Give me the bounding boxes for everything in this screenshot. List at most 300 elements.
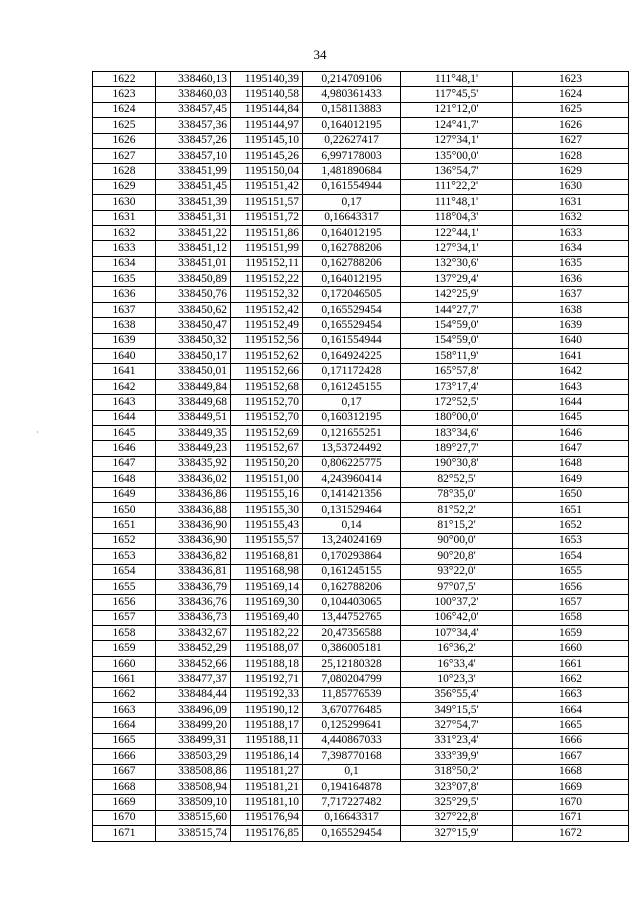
direction-angle-cell: 180°00,0'	[401, 410, 513, 425]
table-row	[93, 133, 629, 148]
next-point-cell: 1669	[513, 779, 629, 794]
next-point-cell: 1668	[513, 764, 629, 779]
x-coordinate-cell: 338436,82	[156, 549, 231, 564]
next-point-cell: 1637	[513, 287, 629, 302]
direction-angle-cell: 327°22,8'	[401, 810, 513, 825]
x-coordinate-cell: 338451,45	[156, 179, 231, 194]
next-point-cell: 1654	[513, 549, 629, 564]
x-coordinate-cell: 338449,23	[156, 441, 231, 456]
table-row	[93, 533, 629, 548]
direction-angle-cell: 154°59,0'	[401, 318, 513, 333]
y-coordinate-cell: 1195169,14	[231, 579, 303, 594]
table-row	[93, 502, 629, 517]
distance-cell: 0,16643317	[303, 810, 401, 825]
y-coordinate-cell: 1195145,10	[231, 133, 303, 148]
next-point-cell: 1642	[513, 364, 629, 379]
next-point-cell: 1630	[513, 179, 629, 194]
distance-cell: 0,165529454	[303, 826, 401, 841]
x-coordinate-cell: 338436,73	[156, 610, 231, 625]
y-coordinate-cell: 1195152,56	[231, 333, 303, 348]
y-coordinate-cell: 1195152,32	[231, 287, 303, 302]
next-point-cell: 1649	[513, 472, 629, 487]
x-coordinate-cell: 338450,32	[156, 333, 231, 348]
table-row	[93, 302, 629, 317]
distance-cell: 7,080204799	[303, 672, 401, 687]
x-coordinate-cell: 338450,62	[156, 302, 231, 317]
table-row	[93, 672, 629, 687]
distance-cell: 0,161554944	[303, 179, 401, 194]
table-row	[93, 626, 629, 641]
next-point-cell: 1644	[513, 395, 629, 410]
y-coordinate-cell: 1195176,85	[231, 826, 303, 841]
table-row	[93, 102, 629, 117]
y-coordinate-cell: 1195168,98	[231, 564, 303, 579]
x-coordinate-cell: 338451,01	[156, 256, 231, 271]
y-coordinate-cell: 1195188,17	[231, 718, 303, 733]
direction-angle-cell: 111°48,1'	[401, 195, 513, 210]
next-point-cell: 1665	[513, 718, 629, 733]
direction-angle-cell: 97°07,5'	[401, 579, 513, 594]
direction-angle-cell: 122°44,1'	[401, 225, 513, 240]
distance-cell: 20,47356588	[303, 626, 401, 641]
x-coordinate-cell: 338450,17	[156, 349, 231, 364]
y-coordinate-cell: 1195168,81	[231, 549, 303, 564]
direction-angle-cell: 132°30,6'	[401, 256, 513, 271]
y-coordinate-cell: 1195169,30	[231, 595, 303, 610]
table-row	[93, 72, 629, 87]
direction-angle-cell: 82°52,5'	[401, 472, 513, 487]
next-point-cell: 1660	[513, 641, 629, 656]
next-point-cell: 1629	[513, 164, 629, 179]
y-coordinate-cell: 1195144,97	[231, 118, 303, 133]
point-number-cell: 1628	[93, 164, 156, 179]
y-coordinate-cell: 1195151,86	[231, 225, 303, 240]
table-row	[93, 210, 629, 225]
y-coordinate-cell: 1195192,33	[231, 687, 303, 702]
distance-cell: 7,717227482	[303, 795, 401, 810]
y-coordinate-cell: 1195152,70	[231, 395, 303, 410]
next-point-cell: 1639	[513, 318, 629, 333]
direction-angle-cell: 117°45,5'	[401, 87, 513, 102]
direction-angle-cell: 93°22,0'	[401, 564, 513, 579]
direction-angle-cell: 135°00,0'	[401, 148, 513, 163]
point-number-cell: 1671	[93, 826, 156, 841]
y-coordinate-cell: 1195152,69	[231, 425, 303, 440]
next-point-cell: 1667	[513, 749, 629, 764]
direction-angle-cell: 136°54,7'	[401, 164, 513, 179]
next-point-cell: 1628	[513, 148, 629, 163]
direction-angle-cell: 100°37,2'	[401, 595, 513, 610]
y-coordinate-cell: 1195151,72	[231, 210, 303, 225]
distance-cell: 4,243960414	[303, 472, 401, 487]
direction-angle-cell: 333°39,9'	[401, 749, 513, 764]
table-row	[93, 410, 629, 425]
direction-angle-cell: 154°59,0'	[401, 333, 513, 348]
next-point-cell: 1670	[513, 795, 629, 810]
x-coordinate-cell: 338452,29	[156, 641, 231, 656]
distance-cell: 6,997178003	[303, 148, 401, 163]
direction-angle-cell: 106°42,0'	[401, 610, 513, 625]
point-number-cell: 1662	[93, 687, 156, 702]
direction-angle-cell: 90°20,8'	[401, 549, 513, 564]
direction-angle-cell: 127°34,1'	[401, 133, 513, 148]
next-point-cell: 1641	[513, 349, 629, 364]
x-coordinate-cell: 338449,68	[156, 395, 231, 410]
point-number-cell: 1626	[93, 133, 156, 148]
y-coordinate-cell: 1195169,40	[231, 610, 303, 625]
direction-angle-cell: 111°22,2'	[401, 179, 513, 194]
x-coordinate-cell: 338503,29	[156, 749, 231, 764]
direction-angle-cell: 318°50,2'	[401, 764, 513, 779]
x-coordinate-cell: 338508,86	[156, 764, 231, 779]
y-coordinate-cell: 1195181,27	[231, 764, 303, 779]
x-coordinate-cell: 338508,94	[156, 779, 231, 794]
table-row	[93, 610, 629, 625]
table-row	[93, 425, 629, 440]
direction-angle-cell: 325°29,5'	[401, 795, 513, 810]
x-coordinate-cell: 338436,90	[156, 518, 231, 533]
next-point-cell: 1664	[513, 703, 629, 718]
table-row	[93, 195, 629, 210]
distance-cell: 25,12180328	[303, 656, 401, 671]
y-coordinate-cell: 1195151,00	[231, 472, 303, 487]
point-number-cell: 1635	[93, 272, 156, 287]
coordinates-table-body	[93, 72, 629, 842]
point-number-cell: 1640	[93, 349, 156, 364]
table-row	[93, 641, 629, 656]
x-coordinate-cell: 338436,86	[156, 487, 231, 502]
point-number-cell: 1660	[93, 656, 156, 671]
x-coordinate-cell: 338450,76	[156, 287, 231, 302]
x-coordinate-cell: 338515,60	[156, 810, 231, 825]
distance-cell: 7,398770168	[303, 749, 401, 764]
distance-cell: 0,214709106	[303, 72, 401, 87]
point-number-cell: 1670	[93, 810, 156, 825]
margin-mark: ·	[36, 428, 39, 437]
direction-angle-cell: 189°27,7'	[401, 441, 513, 456]
direction-angle-cell: 90°00,0'	[401, 533, 513, 548]
table-row	[93, 656, 629, 671]
y-coordinate-cell: 1195144,84	[231, 102, 303, 117]
distance-cell: 0,17	[303, 195, 401, 210]
x-coordinate-cell: 338436,02	[156, 472, 231, 487]
table-row	[93, 179, 629, 194]
x-coordinate-cell: 338451,22	[156, 225, 231, 240]
x-coordinate-cell: 338432,67	[156, 626, 231, 641]
point-number-cell: 1634	[93, 256, 156, 271]
y-coordinate-cell: 1195182,22	[231, 626, 303, 641]
y-coordinate-cell: 1195186,14	[231, 749, 303, 764]
x-coordinate-cell: 338436,88	[156, 502, 231, 517]
direction-angle-cell: 81°52,2'	[401, 502, 513, 517]
x-coordinate-cell: 338499,31	[156, 733, 231, 748]
next-point-cell: 1652	[513, 518, 629, 533]
next-point-cell: 1631	[513, 195, 629, 210]
table-row	[93, 795, 629, 810]
x-coordinate-cell: 338484,44	[156, 687, 231, 702]
point-number-cell: 1649	[93, 487, 156, 502]
distance-cell: 0,194164878	[303, 779, 401, 794]
point-number-cell: 1637	[93, 302, 156, 317]
x-coordinate-cell: 338451,12	[156, 241, 231, 256]
x-coordinate-cell: 338436,76	[156, 595, 231, 610]
next-point-cell: 1672	[513, 826, 629, 841]
y-coordinate-cell: 1195188,18	[231, 656, 303, 671]
x-coordinate-cell: 338457,36	[156, 118, 231, 133]
table-row	[93, 779, 629, 794]
distance-cell: 0,17	[303, 395, 401, 410]
point-number-cell: 1666	[93, 749, 156, 764]
table-row	[93, 703, 629, 718]
y-coordinate-cell: 1195190,12	[231, 703, 303, 718]
x-coordinate-cell: 338451,99	[156, 164, 231, 179]
x-coordinate-cell: 338509,10	[156, 795, 231, 810]
table-row	[93, 364, 629, 379]
table-row	[93, 318, 629, 333]
x-coordinate-cell: 338460,03	[156, 87, 231, 102]
distance-cell: 13,44752765	[303, 610, 401, 625]
table-row	[93, 733, 629, 748]
table-row	[93, 441, 629, 456]
table-row	[93, 518, 629, 533]
distance-cell: 0,162788206	[303, 579, 401, 594]
y-coordinate-cell: 1195192,71	[231, 672, 303, 687]
point-number-cell: 1647	[93, 456, 156, 471]
table-row	[93, 87, 629, 102]
direction-angle-cell: 173°17,4'	[401, 379, 513, 394]
distance-cell: 0,121655251	[303, 425, 401, 440]
direction-angle-cell: 183°34,6'	[401, 425, 513, 440]
next-point-cell: 1647	[513, 441, 629, 456]
next-point-cell: 1663	[513, 687, 629, 702]
y-coordinate-cell: 1195152,22	[231, 272, 303, 287]
next-point-cell: 1626	[513, 118, 629, 133]
point-number-cell: 1652	[93, 533, 156, 548]
x-coordinate-cell: 338449,84	[156, 379, 231, 394]
next-point-cell: 1623	[513, 72, 629, 87]
table-row	[93, 148, 629, 163]
table-row	[93, 225, 629, 240]
table-row	[93, 579, 629, 594]
point-number-cell: 1644	[93, 410, 156, 425]
distance-cell: 0,164012195	[303, 225, 401, 240]
direction-angle-cell: 327°54,7'	[401, 718, 513, 733]
x-coordinate-cell: 338436,90	[156, 533, 231, 548]
next-point-cell: 1646	[513, 425, 629, 440]
y-coordinate-cell: 1195155,16	[231, 487, 303, 502]
next-point-cell: 1638	[513, 302, 629, 317]
point-number-cell: 1625	[93, 118, 156, 133]
y-coordinate-cell: 1195145,26	[231, 148, 303, 163]
next-point-cell: 1671	[513, 810, 629, 825]
table-row	[93, 287, 629, 302]
point-number-cell: 1657	[93, 610, 156, 625]
distance-cell: 0,806225775	[303, 456, 401, 471]
distance-cell: 0,161245155	[303, 564, 401, 579]
y-coordinate-cell: 1195181,10	[231, 795, 303, 810]
point-number-cell: 1648	[93, 472, 156, 487]
direction-angle-cell: 127°34,1'	[401, 241, 513, 256]
table-row	[93, 256, 629, 271]
direction-angle-cell: 118°04,3'	[401, 210, 513, 225]
distance-cell: 0,158113883	[303, 102, 401, 117]
y-coordinate-cell: 1195140,58	[231, 87, 303, 102]
x-coordinate-cell: 338457,26	[156, 133, 231, 148]
distance-cell: 0,1	[303, 764, 401, 779]
y-coordinate-cell: 1195155,43	[231, 518, 303, 533]
table-row	[93, 379, 629, 394]
distance-cell: 0,162788206	[303, 241, 401, 256]
point-number-cell: 1643	[93, 395, 156, 410]
distance-cell: 0,161245155	[303, 379, 401, 394]
table-row	[93, 749, 629, 764]
y-coordinate-cell: 1195140,39	[231, 72, 303, 87]
x-coordinate-cell: 338515,74	[156, 826, 231, 841]
point-number-cell: 1642	[93, 379, 156, 394]
y-coordinate-cell: 1195155,30	[231, 502, 303, 517]
next-point-cell: 1643	[513, 379, 629, 394]
point-number-cell: 1622	[93, 72, 156, 87]
table-row	[93, 333, 629, 348]
table-row	[93, 241, 629, 256]
direction-angle-cell: 107°34,4'	[401, 626, 513, 641]
direction-angle-cell: 165°57,8'	[401, 364, 513, 379]
point-number-cell: 1661	[93, 672, 156, 687]
next-point-cell: 1657	[513, 595, 629, 610]
y-coordinate-cell: 1195152,67	[231, 441, 303, 456]
table-row	[93, 595, 629, 610]
point-number-cell: 1630	[93, 195, 156, 210]
distance-cell: 0,172046505	[303, 287, 401, 302]
next-point-cell: 1627	[513, 133, 629, 148]
table-row	[93, 549, 629, 564]
table-row	[93, 164, 629, 179]
x-coordinate-cell: 338457,10	[156, 148, 231, 163]
x-coordinate-cell: 338450,89	[156, 272, 231, 287]
next-point-cell: 1661	[513, 656, 629, 671]
y-coordinate-cell: 1195152,62	[231, 349, 303, 364]
point-number-cell: 1646	[93, 441, 156, 456]
direction-angle-cell: 190°30,8'	[401, 456, 513, 471]
next-point-cell: 1656	[513, 579, 629, 594]
direction-angle-cell: 327°15,9'	[401, 826, 513, 841]
point-number-cell: 1633	[93, 241, 156, 256]
y-coordinate-cell: 1195155,57	[231, 533, 303, 548]
table-row	[93, 564, 629, 579]
x-coordinate-cell: 338450,01	[156, 364, 231, 379]
table-row	[93, 764, 629, 779]
distance-cell: 4,980361433	[303, 87, 401, 102]
y-coordinate-cell: 1195151,57	[231, 195, 303, 210]
next-point-cell: 1624	[513, 87, 629, 102]
distance-cell: 0,104403065	[303, 595, 401, 610]
x-coordinate-cell: 338451,31	[156, 210, 231, 225]
distance-cell: 0,162788206	[303, 256, 401, 271]
next-point-cell: 1632	[513, 210, 629, 225]
y-coordinate-cell: 1195152,68	[231, 379, 303, 394]
point-number-cell: 1658	[93, 626, 156, 641]
point-number-cell: 1654	[93, 564, 156, 579]
distance-cell: 0,164012195	[303, 118, 401, 133]
y-coordinate-cell: 1195152,70	[231, 410, 303, 425]
y-coordinate-cell: 1195150,04	[231, 164, 303, 179]
x-coordinate-cell: 338450,47	[156, 318, 231, 333]
distance-cell: 0,165529454	[303, 302, 401, 317]
direction-angle-cell: 356°55,4'	[401, 687, 513, 702]
next-point-cell: 1651	[513, 502, 629, 517]
next-point-cell: 1645	[513, 410, 629, 425]
table-row	[93, 810, 629, 825]
table-row	[93, 487, 629, 502]
point-number-cell: 1636	[93, 287, 156, 302]
y-coordinate-cell: 1195152,49	[231, 318, 303, 333]
distance-cell: 0,22627417	[303, 133, 401, 148]
point-number-cell: 1667	[93, 764, 156, 779]
y-coordinate-cell: 1195152,11	[231, 256, 303, 271]
table-row	[93, 718, 629, 733]
distance-cell: 3,670776485	[303, 703, 401, 718]
x-coordinate-cell: 338435,92	[156, 456, 231, 471]
direction-angle-cell: 158°11,9'	[401, 349, 513, 364]
next-point-cell: 1650	[513, 487, 629, 502]
x-coordinate-cell: 338449,51	[156, 410, 231, 425]
point-number-cell: 1627	[93, 148, 156, 163]
next-point-cell: 1634	[513, 241, 629, 256]
next-point-cell: 1662	[513, 672, 629, 687]
distance-cell: 1,481890684	[303, 164, 401, 179]
point-number-cell: 1656	[93, 595, 156, 610]
direction-angle-cell: 111°48,1'	[401, 72, 513, 87]
direction-angle-cell: 142°25,9'	[401, 287, 513, 302]
table-row	[93, 395, 629, 410]
direction-angle-cell: 16°33,4'	[401, 656, 513, 671]
direction-angle-cell: 349°15,5'	[401, 703, 513, 718]
table-row	[93, 687, 629, 702]
y-coordinate-cell: 1195176,94	[231, 810, 303, 825]
direction-angle-cell: 323°07,8'	[401, 779, 513, 794]
next-point-cell: 1648	[513, 456, 629, 471]
page-number: 34	[313, 47, 327, 62]
distance-cell: 0,131529464	[303, 502, 401, 517]
point-number-cell: 1650	[93, 502, 156, 517]
distance-cell: 0,171172428	[303, 364, 401, 379]
distance-cell: 0,161554944	[303, 333, 401, 348]
x-coordinate-cell: 338451,39	[156, 195, 231, 210]
next-point-cell: 1633	[513, 225, 629, 240]
coordinates-table	[92, 71, 629, 842]
x-coordinate-cell: 338460,13	[156, 72, 231, 87]
point-number-cell: 1655	[93, 579, 156, 594]
distance-cell: 4,440867033	[303, 733, 401, 748]
x-coordinate-cell: 338457,45	[156, 102, 231, 117]
direction-angle-cell: 124°41,7'	[401, 118, 513, 133]
point-number-cell: 1669	[93, 795, 156, 810]
next-point-cell: 1655	[513, 564, 629, 579]
x-coordinate-cell: 338499,20	[156, 718, 231, 733]
x-coordinate-cell: 338496,09	[156, 703, 231, 718]
y-coordinate-cell: 1195152,66	[231, 364, 303, 379]
point-number-cell: 1639	[93, 333, 156, 348]
distance-cell: 13,24024169	[303, 533, 401, 548]
distance-cell: 13,53724492	[303, 441, 401, 456]
point-number-cell: 1663	[93, 703, 156, 718]
distance-cell: 0,16643317	[303, 210, 401, 225]
next-point-cell: 1653	[513, 533, 629, 548]
direction-angle-cell: 144°27,7'	[401, 302, 513, 317]
point-number-cell: 1624	[93, 102, 156, 117]
x-coordinate-cell: 338449,35	[156, 425, 231, 440]
distance-cell: 0,164924225	[303, 349, 401, 364]
